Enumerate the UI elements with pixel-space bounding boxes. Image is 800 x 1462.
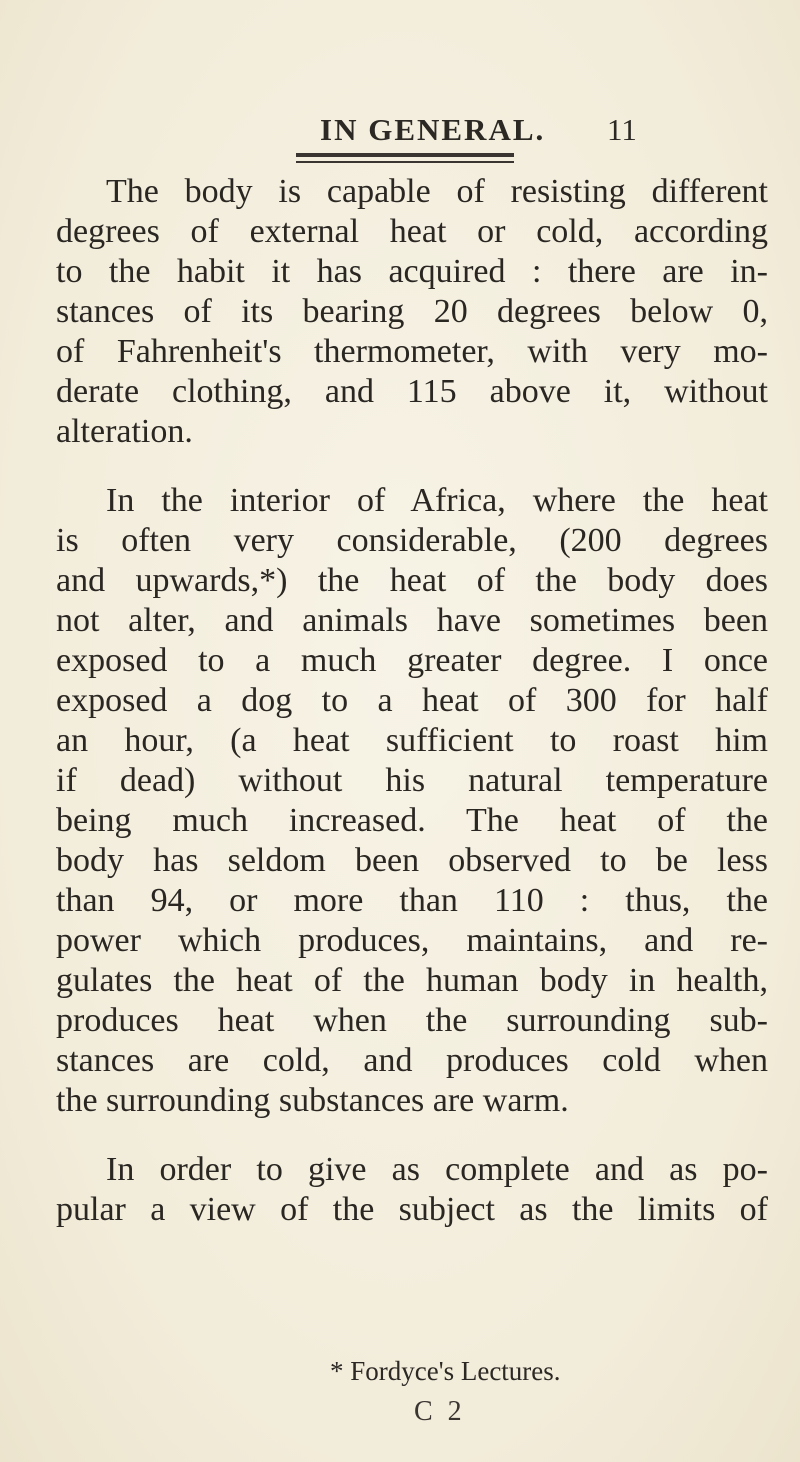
text-line: than 94, or more than 110 : thus, the — [56, 882, 768, 919]
header-rule — [296, 153, 514, 157]
paragraph-2 — [56, 481, 768, 1121]
text-line: body has seldom been observed to be less — [56, 842, 768, 879]
header-rule-thin — [296, 161, 514, 163]
text-line: produces heat when the surrounding sub- — [56, 1002, 768, 1039]
text-line: is often very considerable, (200 degrees — [56, 522, 768, 559]
text-line: pular a view of the subject as the limits of — [56, 1191, 768, 1228]
paragraph-3 — [56, 1150, 768, 1230]
text-line: exposed a dog to a heat of 300 for half — [56, 682, 768, 719]
text-line: degrees of external heat or cold, according — [56, 213, 768, 250]
paragraph-1 — [56, 172, 768, 452]
text-line: the surrounding substances are warm. — [56, 1082, 569, 1119]
text-line: In order to give as complete and as po- — [106, 1151, 768, 1188]
text-line: alteration. — [56, 413, 193, 450]
text-line: to the habit it has acquired : there are in- — [56, 253, 768, 290]
text-line: stances of its bearing 20 degrees below 0, — [56, 293, 768, 330]
page-number: 11 — [607, 112, 637, 147]
running-title: IN GENERAL. — [320, 112, 546, 147]
body-text — [56, 172, 768, 1230]
text-line: not alter, and animals have sometimes been — [56, 602, 768, 639]
text-line: of Fahrenheit's thermometer, with very mo- — [56, 333, 768, 370]
text-line: The body is capable of resisting different — [106, 173, 768, 210]
text-line: derate clothing, and 115 above it, without — [56, 373, 768, 410]
text-line: exposed to a much greater degree. I once — [56, 642, 768, 679]
signature-mark: C 2 — [414, 1396, 466, 1427]
text-line: being much increased. The heat of the — [56, 802, 768, 839]
footnote: * Fordyce's Lectures. — [330, 1356, 561, 1386]
text-line: and upwards,*) the heat of the body does — [56, 562, 768, 599]
text-line: power which produces, maintains, and re- — [56, 922, 768, 959]
running-head — [0, 112, 800, 152]
text-line: gulates the heat of the human body in health, — [56, 962, 768, 999]
text-line: if dead) without his natural temperature — [56, 762, 768, 799]
text-line: an hour, (a heat sufficient to roast him — [56, 722, 768, 759]
text-line: In the interior of Africa, where the heat — [106, 482, 768, 519]
text-line: stances are cold, and produces cold when — [56, 1042, 768, 1079]
